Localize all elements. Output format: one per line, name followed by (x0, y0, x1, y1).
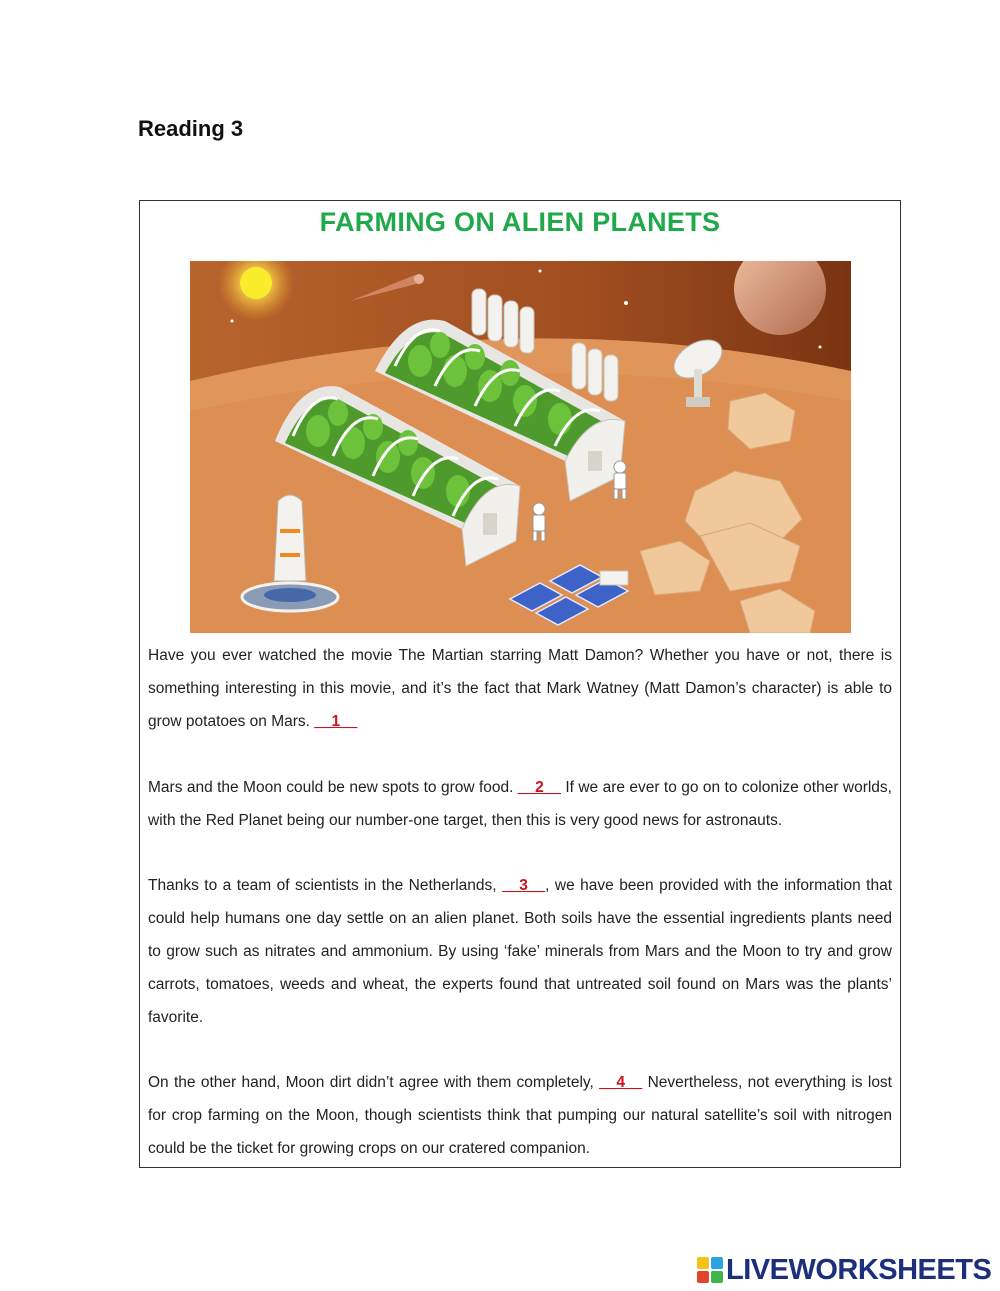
blank-2[interactable]: __2__ (517, 779, 561, 796)
blank-3[interactable]: __3__ (502, 877, 546, 894)
paragraph-4-text-after: Nevertheless, not everything is lost for crop farming on the Moon, though scientists think that pumping our natural satellite’s soil with nitrogen could be the ticket for growing crops on our cratered companion. (148, 1074, 892, 1157)
star (624, 301, 628, 305)
article-title: FARMING ON ALIEN PLANETS (319, 207, 721, 237)
paragraph-2-text-after: If we are ever to go on to colonize other worlds, with the Red Planet being our number-one target, then this is very good news for astronauts. (148, 779, 892, 829)
paragraph-2 (148, 771, 892, 837)
liveworksheets-logo-icon (697, 1257, 723, 1283)
paragraph-4-text-before: On the other hand, Moon dirt didn’t agree with them completely, (148, 1074, 594, 1091)
star (819, 346, 822, 349)
page-heading: Reading 3 (138, 116, 244, 141)
paragraph-3-text-after: , we have been provided with the information that could help humans one day settle on an alien planet. Both soils have the essential ingredients plants need to grow such as nitrates and ammonium. By using ‘fake’ minerals from Mars and the Moon to try and grow carrots, tomatoes, weeds and wheat, the experts found that untreated soil found on Mars was the plants’ favorite. (148, 877, 892, 1026)
star (539, 270, 542, 273)
article-box (139, 200, 901, 1168)
liveworksheets-logo[interactable] (697, 1253, 991, 1287)
paragraph-1-text: Have you ever watched the movie The Martian starring Matt Damon? Whether you have or not, there is something interesting in this movie, and it’s the fact that Mark Watney (Matt Damon’s character) is able to grow potatoes on Mars. (148, 647, 892, 730)
blank-1[interactable]: __1__ (314, 713, 358, 730)
paragraph-3 (148, 869, 892, 1034)
sun (240, 267, 272, 299)
liveworksheets-logo-text: LIVEWORKSHEETS (726, 1253, 992, 1286)
star (231, 320, 234, 323)
paragraph-3-text-before: Thanks to a team of scientists in the Netherlands, (148, 877, 497, 894)
paragraph-2-text-before: Mars and the Moon could be new spots to grow food. (148, 779, 514, 796)
blank-4[interactable]: __4__ (599, 1074, 643, 1091)
paragraph-1 (148, 639, 892, 738)
mars-greenhouse-illustration (190, 261, 851, 633)
paragraph-4 (148, 1066, 892, 1165)
